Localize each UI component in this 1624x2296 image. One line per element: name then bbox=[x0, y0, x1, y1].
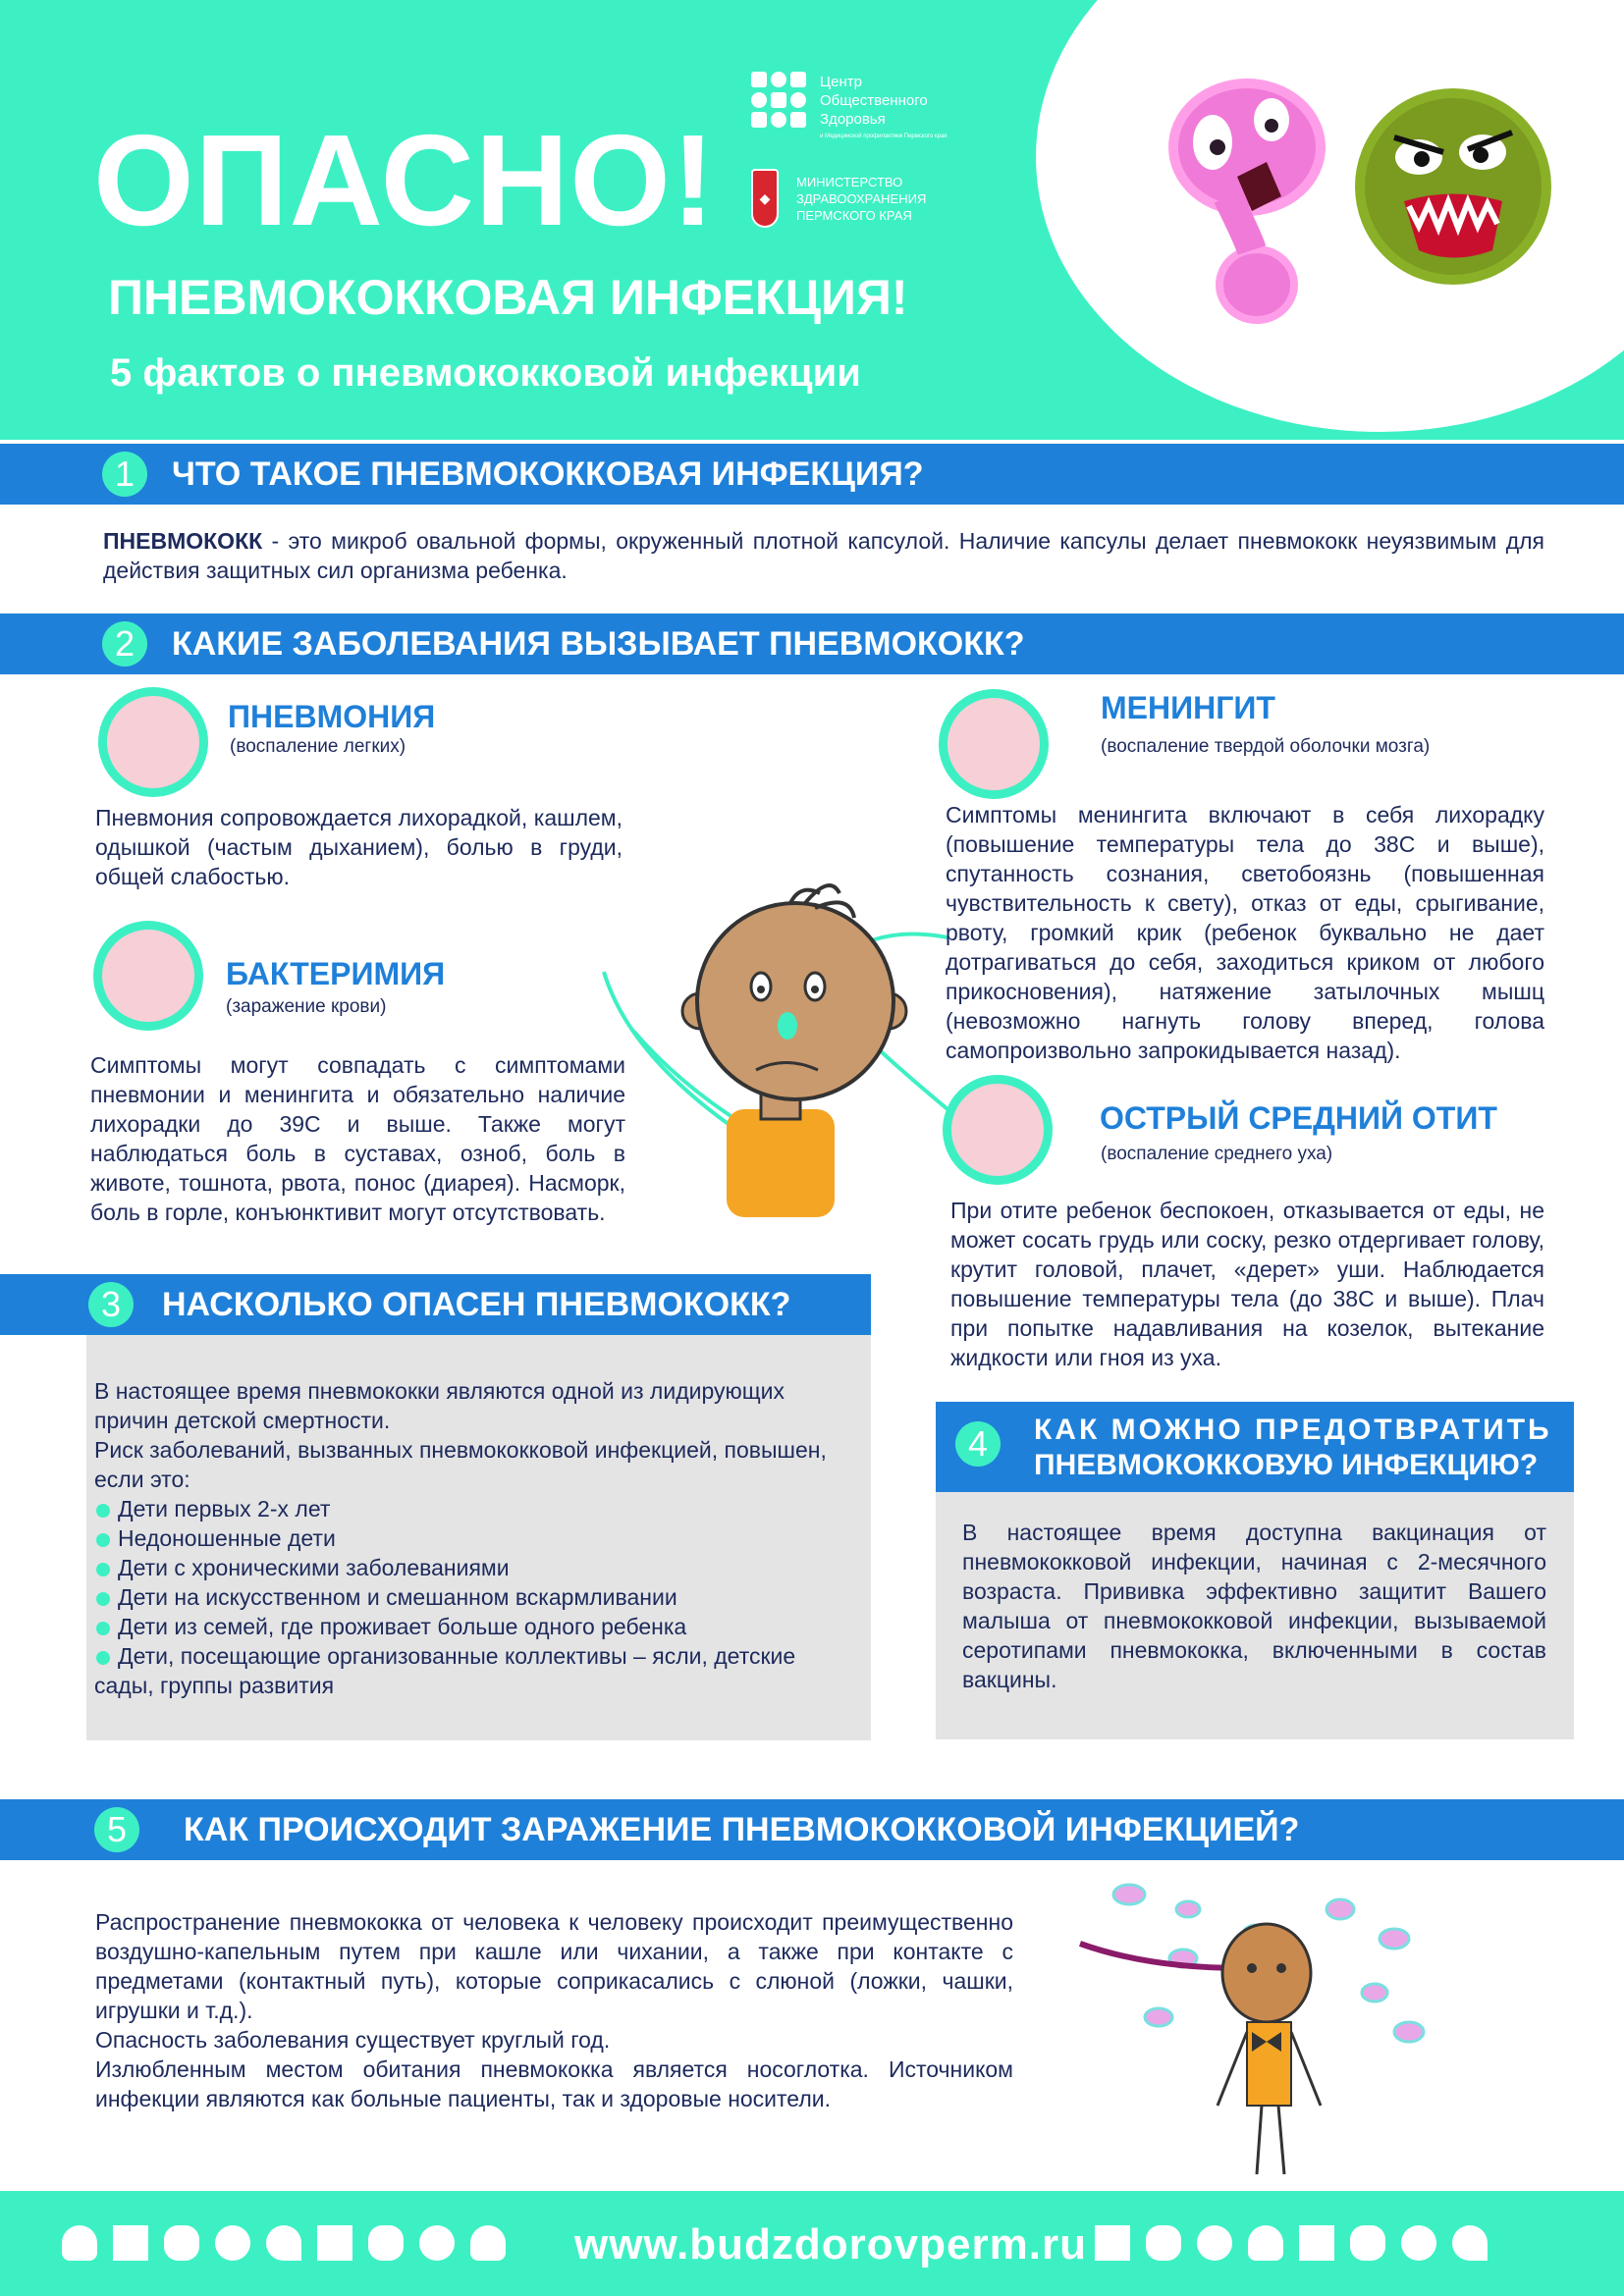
pink-germ-icon bbox=[1173, 83, 1321, 320]
section-1-text bbox=[103, 526, 1544, 585]
page-title: ОПАСНО! bbox=[93, 108, 716, 252]
section-5-paragraph-1: Распространение пневмококка от человека к человеку происходит преимущественно воздушно-капельным путем при кашле или чихании, а также при контакте с предметами (контактный путь), которые соприкасались с слюной (ложки, чашки, игрушки и т.д.). bbox=[95, 1909, 1013, 2023]
public-health-center-logo[interactable] bbox=[751, 72, 967, 129]
logo1-small-text: и Медицинской профилактики Пермского края bbox=[820, 133, 947, 139]
shape-icon bbox=[215, 2225, 250, 2261]
section-4-text: В настоящее время доступна вакцинация от пневмококковой инфекции, начиная с 2-месячного возраста. Прививка эффективно защитит Вашего малыша от пневмококковой инфекции, вызываемой серотипами пневмококка, включенными в состав вакцины. bbox=[962, 1520, 1546, 1692]
page-subtitle-facts: 5 фактов о пневмококковой инфекции bbox=[110, 351, 861, 395]
section-3-risk: Риск заболеваний, вызванных пневмококковой инфекцией, повышен, если это: bbox=[94, 1437, 827, 1492]
shape-icon bbox=[1146, 2225, 1181, 2261]
bullet-icon bbox=[96, 1533, 110, 1547]
logo1-text: Центр Общественного Здоровья bbox=[820, 73, 928, 128]
section-3-intro: В настоящее время пневмококки являются одной из лидирующих причин детской смертности. bbox=[94, 1378, 785, 1433]
risk-list-item: Дети первых 2-х лет bbox=[94, 1494, 860, 1523]
section-5-paragraph-2: Опасность заболевания существует круглый год. bbox=[95, 2027, 611, 2053]
section-3-content bbox=[94, 1376, 860, 1700]
coat-of-arms-icon: ◆ bbox=[751, 169, 779, 228]
shape-icon bbox=[1095, 2225, 1130, 2261]
section-1-number: 1 bbox=[102, 452, 147, 497]
risk-list-item: Дети из семей, где проживает больше одного ребенка bbox=[94, 1612, 860, 1641]
bullet-icon bbox=[96, 1592, 110, 1606]
shape-icon bbox=[1452, 2225, 1488, 2261]
bullet-icon bbox=[96, 1622, 110, 1635]
section-3-title: НАСКОЛЬКО ОПАСЕН ПНЕВМОКОКК? bbox=[162, 1286, 791, 1323]
pneumonia-subtitle: (воспаление легких) bbox=[230, 736, 406, 757]
otitis-subtitle: (воспаление среднего уха) bbox=[1101, 1144, 1333, 1164]
blood-vessel-icon bbox=[93, 921, 203, 1031]
bullet-icon bbox=[96, 1504, 110, 1518]
section-5-number: 5 bbox=[94, 1807, 139, 1852]
bacteremia-subtitle: (заражение крови) bbox=[226, 996, 387, 1017]
green-germ-icon bbox=[1360, 93, 1546, 280]
risk-list-item: Дети на искусственном и смешанном вскармливании bbox=[94, 1582, 860, 1612]
section-4-title-line1: КАК МОЖНО ПРЕДОТВРАТИТЬ bbox=[1034, 1414, 1552, 1446]
shape-icon bbox=[470, 2225, 506, 2261]
section-4-header bbox=[936, 1402, 1574, 1492]
shape-icon bbox=[1248, 2225, 1283, 2261]
meningitis-subtitle: (воспаление твердой оболочки мозга) bbox=[1101, 736, 1431, 757]
footer-right-shapes bbox=[1095, 2225, 1488, 2261]
section-1-header bbox=[0, 444, 1624, 505]
risk-list-item: Дети, посещающие организованные коллективы – ясли, детские сады, группы развития bbox=[94, 1643, 796, 1698]
logo2-text: МИНИСТЕРСТВО ЗДРАВООХРАНЕНИЯ ПЕРМСКОГО КРАЯ bbox=[796, 174, 927, 223]
infected-child-illustration-icon bbox=[1070, 1870, 1443, 2184]
section-3-number: 3 bbox=[88, 1282, 134, 1327]
section-5-header bbox=[0, 1799, 1624, 1860]
dots-logo-icon bbox=[751, 72, 808, 129]
section-2-title: КАКИЕ ЗАБОЛЕВАНИЯ ВЫЗЫВАЕТ ПНЕВМОКОКК? bbox=[172, 625, 1025, 663]
pneumonia-title: ПНЕВМОНИЯ bbox=[228, 699, 436, 734]
ministry-logo[interactable] bbox=[751, 169, 963, 228]
shape-icon bbox=[1197, 2225, 1232, 2261]
section-4-title-line2: ПНЕВМОКОККОВУЮ ИНФЕКЦИЮ? bbox=[1034, 1449, 1539, 1481]
section-1-title: ЧТО ТАКОЕ ПНЕВМОКОККОВАЯ ИНФЕКЦИЯ? bbox=[172, 455, 924, 493]
shape-icon bbox=[113, 2225, 148, 2261]
meningitis-text: Симптомы менингита включают в себя лихорадку (повышение температуры тела до 38С и выше), спутанность сознания, светобоязнь (повышенная чувствительность к свету), отказ от еды, срыгивание, рвоту, громкий крик (ребенок буквально не дает дотрагиваться до себя, заходиться криком от любого прикосновения), натяжение затылочных мышц (невозможно нагнуть голову вперед, голова самопроизвольно запрокидывается назад). bbox=[946, 802, 1544, 1063]
website-link[interactable]: www.budzdorovperm.ru bbox=[574, 2220, 1087, 2269]
shape-icon bbox=[419, 2225, 455, 2261]
risk-list-item: Недоношенные дети bbox=[94, 1523, 860, 1553]
brain-icon bbox=[939, 689, 1049, 799]
pneumococcus-definition: - это микроб овальной формы, окруженный плотной капсулой. Наличие капсулы делает пневмококк неуязвимым для действия защитных сил организма ребенка. bbox=[103, 528, 1544, 583]
shape-icon bbox=[266, 2225, 301, 2261]
section-2-header bbox=[0, 614, 1624, 674]
bacteremia-text: Симптомы могут совпадать с симптомами пневмонии и менингита и обязательно наличие лихорадки до 39С и выше. Также могут наблюдаться боль в суставах, озноб, боль в животе, тошнота, рвота, понос (диарея). Насморк, боль в горле, конъюнктивит могут отсутствовать. bbox=[90, 1052, 625, 1225]
germs-illustration-icon bbox=[1080, 39, 1571, 393]
meningitis-title: МЕНИНГИТ bbox=[1101, 690, 1275, 725]
page-subtitle: ПНЕВМОКОККОВАЯ ИНФЕКЦИЯ! bbox=[108, 270, 908, 325]
pneumococcus-term: ПНЕВМОКОКК bbox=[103, 528, 263, 554]
lungs-icon bbox=[98, 687, 208, 797]
risk-list-item: Дети с хроническими заболеваниями bbox=[94, 1553, 860, 1582]
section-3-header bbox=[0, 1274, 871, 1335]
shape-icon bbox=[164, 2225, 199, 2261]
shape-icon bbox=[368, 2225, 404, 2261]
pneumonia-text: Пневмония сопровождается лихорадкой, кашлем, одышкой (частым дыханием), болью в груди, общей слабостью. bbox=[95, 805, 623, 889]
shape-icon bbox=[1350, 2225, 1385, 2261]
section-4-box bbox=[936, 1492, 1574, 1739]
section-4-number: 4 bbox=[955, 1421, 1001, 1467]
otitis-text: При отите ребенок беспокоен, отказывается от еды, не может сосать грудь или соску, резко отдергивает голову, крутит головой, плачет, «дерет» уши. Наблюдается повышение температуры тела (до 38С и выше). Плач при попытке надавливания на козелок, вытекание жидкости или гноя из уха. bbox=[950, 1198, 1544, 1370]
bullet-icon bbox=[96, 1563, 110, 1576]
footer-left-shapes bbox=[62, 2225, 506, 2261]
section-5-title: КАК ПРОИСХОДИТ ЗАРАЖЕНИЕ ПНЕВМОКОККОВОЙ ИНФЕКЦИЕЙ? bbox=[184, 1811, 1300, 1848]
section-5-content bbox=[95, 1907, 1013, 2113]
section-5-paragraph-3: Излюбленным местом обитания пневмококка является носоглотка. Источником инфекции являются как больные пациенты, так и здоровые носители. bbox=[95, 2056, 1013, 2111]
shape-icon bbox=[317, 2225, 352, 2261]
section-2-number: 2 bbox=[102, 621, 147, 667]
bullet-icon bbox=[96, 1651, 110, 1665]
section-3-box bbox=[86, 1335, 871, 1740]
shape-icon bbox=[1299, 2225, 1334, 2261]
shape-icon bbox=[1401, 2225, 1436, 2261]
ear-icon bbox=[943, 1075, 1053, 1185]
otitis-title: ОСТРЫЙ СРЕДНИЙ ОТИТ bbox=[1100, 1100, 1497, 1136]
shape-icon bbox=[62, 2225, 97, 2261]
bacteremia-title: БАКТЕРИМИЯ bbox=[226, 956, 446, 991]
sick-child-illustration-icon bbox=[594, 864, 947, 1217]
